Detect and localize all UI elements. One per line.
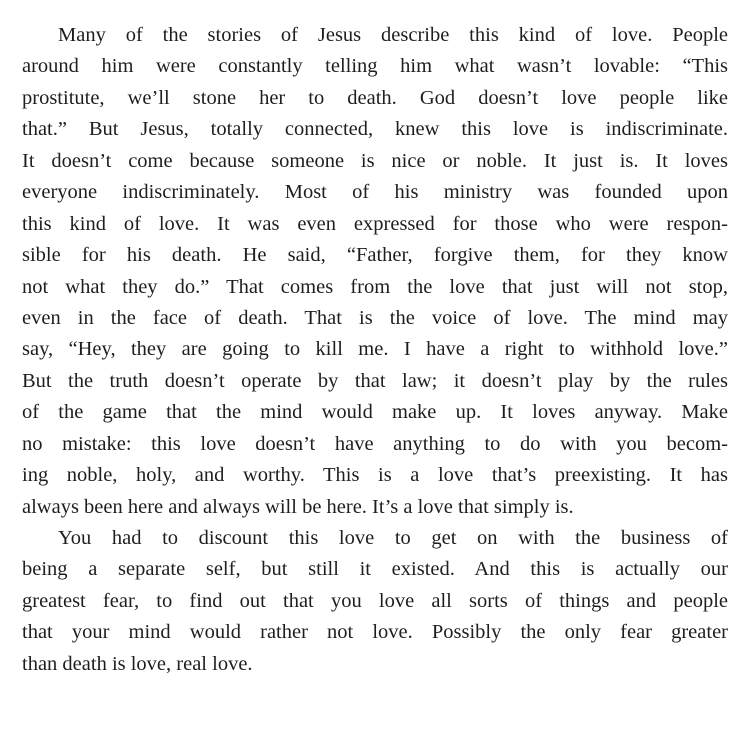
text-line: this kind of love. It was even expressed for those who were respon-: [22, 212, 728, 235]
text-line: that.” But Jesus, totally connected, knew this love is indiscriminate.: [22, 118, 728, 141]
text-line: greatest fear, to find out that you love all sorts of things and people: [22, 589, 728, 612]
text-line: that your mind would rather not love. Possibly the only fear greater: [22, 621, 728, 644]
text-line: around him were constantly telling him what wasn’t lovable: “This: [22, 55, 728, 78]
text-line: say, “Hey, they are going to kill me. I have a right to withhold love.”: [22, 338, 728, 361]
text-line: of the game that the mind would make up. It loves anyway. Make: [22, 401, 728, 424]
text-line: no mistake: this love doesn’t have anything to do with you becom-: [22, 432, 728, 455]
text-line: Many of the stories of Jesus describe this kind of love. People: [58, 24, 728, 46]
text-line: everyone indiscriminately. Most of his ministry was founded upon: [22, 181, 728, 204]
text-line: prostitute, we’ll stone her to death. God doesn’t love people like: [22, 86, 728, 109]
text-line: always been here and always will be here. It’s a love that simply is.: [22, 495, 574, 518]
text-line: than death is love, real love.: [22, 652, 253, 675]
text-line: You had to discount this love to get on with the business of: [58, 527, 728, 549]
text-line: ing noble, holy, and worthy. This is a love that’s preexisting. It has: [22, 464, 728, 487]
text-line: being a separate self, but still it existed. And this is actually our: [22, 558, 728, 581]
text-line: not what they do.” That comes from the love that just will not stop,: [22, 275, 728, 298]
text-line: It doesn’t come because someone is nice or noble. It just is. It loves: [22, 149, 728, 172]
text-line: even in the face of death. That is the voice of love. The mind may: [22, 306, 728, 329]
text-line: sible for his death. He said, “Father, forgive them, for they know: [22, 244, 728, 267]
text-line: But the truth doesn’t operate by that law; it doesn’t play by the rules: [22, 369, 728, 392]
book-page: [22, 20, 728, 680]
